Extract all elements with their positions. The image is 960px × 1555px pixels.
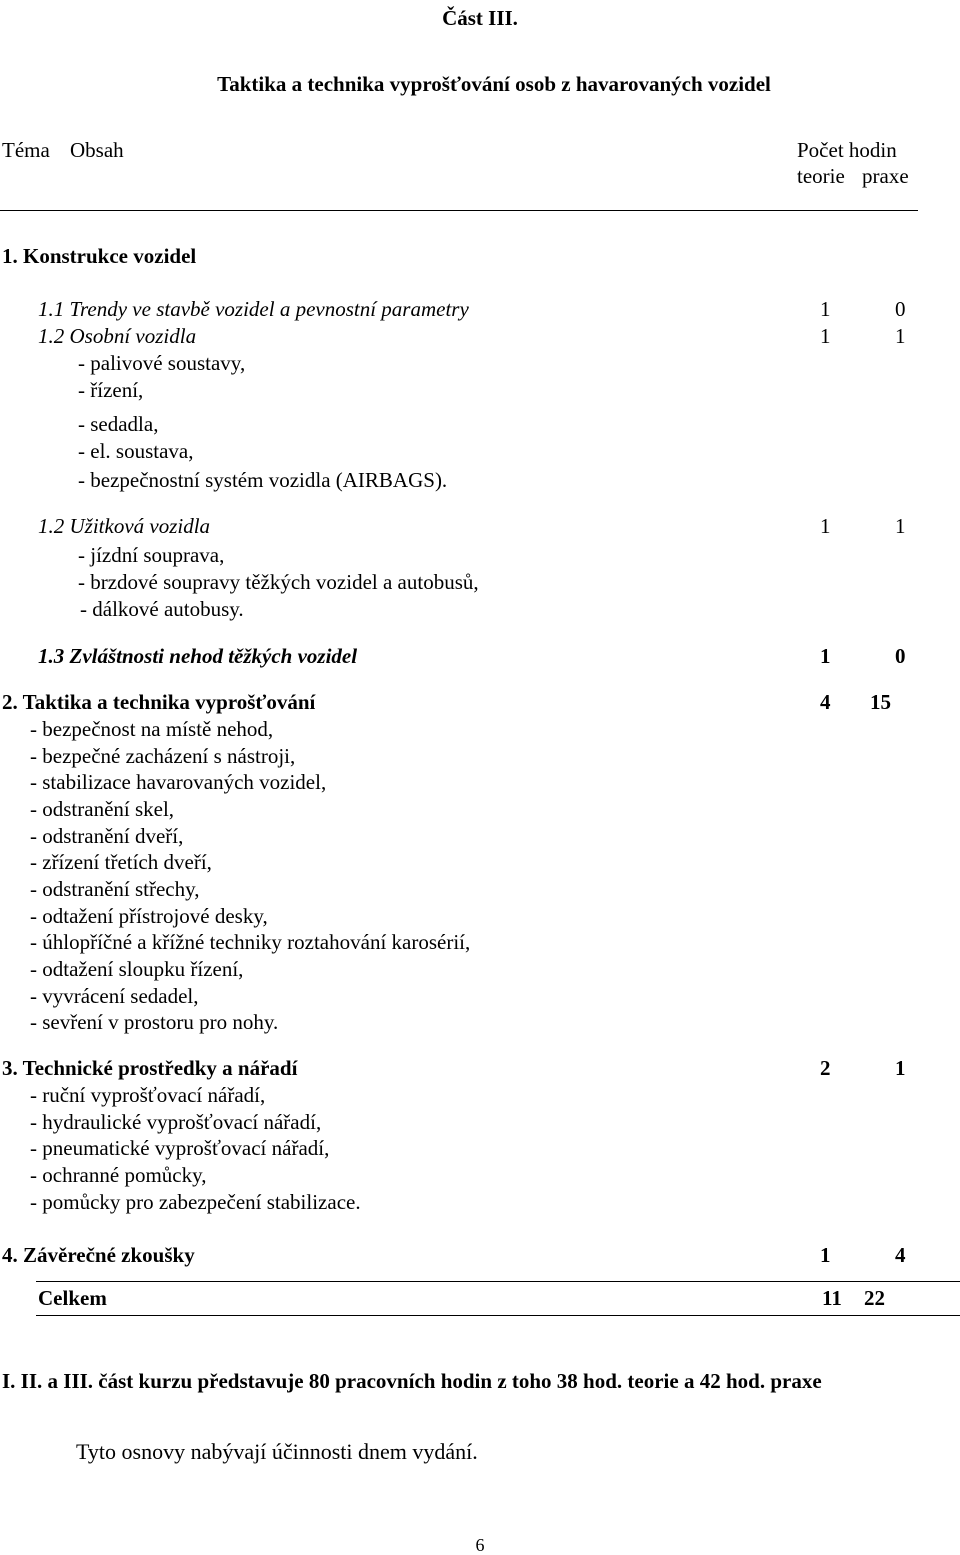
- page-number: 6: [475, 1535, 485, 1555]
- list-item: - bezpečné zacházení s nástroji,: [30, 744, 296, 768]
- total-label: Celkem: [38, 1286, 107, 1310]
- list-item: - el. soustava,: [78, 439, 194, 463]
- section-4-praxe: 4: [895, 1243, 906, 1267]
- item-1-2-praxe: 1: [895, 324, 906, 348]
- list-item: - bezpečnost na místě nehod,: [30, 717, 274, 741]
- item-1-1-label: 1.1 Trendy ve stavbě vozidel a pevnostní parametry: [38, 297, 469, 321]
- list-item: - úhlopříčné a křížné techniky roztahování karosérií,: [30, 930, 471, 954]
- header-tema: Téma: [2, 138, 50, 162]
- course-summary: I. II. a III. část kurzu představuje 80 pracovních hodin z toho 38 hod. teorie a 42 hod. praxe: [2, 1369, 822, 1393]
- list-item: - sevření v prostoru pro nohy.: [30, 1010, 279, 1034]
- part-title: Část III.: [442, 6, 518, 30]
- item-1-3-label: 1.3 Zvláštnosti nehod těžkých vozidel: [38, 644, 358, 668]
- section-4-teorie: 1: [820, 1243, 831, 1267]
- section-2-title: 2. Taktika a technika vyprošťování: [2, 690, 316, 714]
- item-1-3-teorie: 1: [820, 644, 831, 668]
- section-3-praxe: 1: [895, 1056, 906, 1080]
- list-item: - ruční vyprošťovací nářadí,: [30, 1083, 266, 1107]
- total-top-divider: [36, 1281, 960, 1282]
- list-item: - pneumatické vyprošťovací nářadí,: [30, 1136, 330, 1160]
- item-1-1-praxe: 0: [895, 297, 906, 321]
- list-item: - sedadla,: [78, 412, 159, 436]
- section-3-title: 3. Technické prostředky a nářadí: [2, 1056, 298, 1080]
- item-1-2b-praxe: 1: [895, 514, 906, 538]
- list-item: - ochranné pomůcky,: [30, 1163, 207, 1187]
- item-1-2-label: 1.2 Osobní vozidla: [38, 324, 197, 348]
- list-item: - stabilizace havarovaných vozidel,: [30, 770, 327, 794]
- list-item: - pomůcky pro zabezpečení stabilizace.: [30, 1190, 361, 1214]
- list-item: - palivové soustavy,: [78, 351, 246, 375]
- list-item: - odtažení přístrojové desky,: [30, 904, 268, 928]
- section-2-praxe: 15: [870, 690, 891, 714]
- item-1-2b-label: 1.2 Užitková vozidla: [38, 514, 211, 538]
- header-pocet-hodin: Počet hodin: [797, 138, 897, 162]
- header-obsah: Obsah: [70, 138, 124, 162]
- list-item: - hydraulické vyprošťovací nářadí,: [30, 1110, 322, 1134]
- header-praxe: praxe: [862, 164, 909, 188]
- header-divider: [0, 210, 918, 211]
- header-teorie: teorie: [797, 164, 845, 188]
- list-item: - odtažení sloupku řízení,: [30, 957, 244, 981]
- section-4-title: 4. Závěrečné zkoušky: [2, 1243, 195, 1267]
- item-1-1-teorie: 1: [820, 297, 831, 321]
- list-item: - řízení,: [78, 378, 144, 402]
- item-1-2b-teorie: 1: [820, 514, 831, 538]
- total-teorie: 11: [822, 1286, 842, 1310]
- list-item: - vyvrácení sedadel,: [30, 984, 199, 1008]
- list-item: - odstranění dveří,: [30, 824, 184, 848]
- list-item: - zřízení třetích dveří,: [30, 850, 212, 874]
- item-1-3-praxe: 0: [895, 644, 906, 668]
- document-subtitle: Taktika a technika vyprošťování osob z havarovaných vozidel: [217, 72, 771, 96]
- list-item: - odstranění střechy,: [30, 877, 200, 901]
- item-1-2-teorie: 1: [820, 324, 831, 348]
- section-1-title: 1. Konstrukce vozidel: [2, 244, 197, 268]
- list-item: - dálkové autobusy.: [80, 597, 244, 621]
- list-item: - jízdní souprava,: [78, 543, 225, 567]
- section-2-teorie: 4: [820, 690, 831, 714]
- validity-note: Tyto osnovy nabývají účinnosti dnem vydání.: [76, 1439, 478, 1464]
- total-bottom-divider: [36, 1315, 960, 1316]
- total-praxe: 22: [864, 1286, 885, 1310]
- list-item: - bezpečnostní systém vozidla (AIRBAGS).: [78, 468, 448, 492]
- list-item: - odstranění skel,: [30, 797, 175, 821]
- section-3-teorie: 2: [820, 1056, 831, 1080]
- list-item: - brzdové soupravy těžkých vozidel a autobusů,: [78, 570, 479, 594]
